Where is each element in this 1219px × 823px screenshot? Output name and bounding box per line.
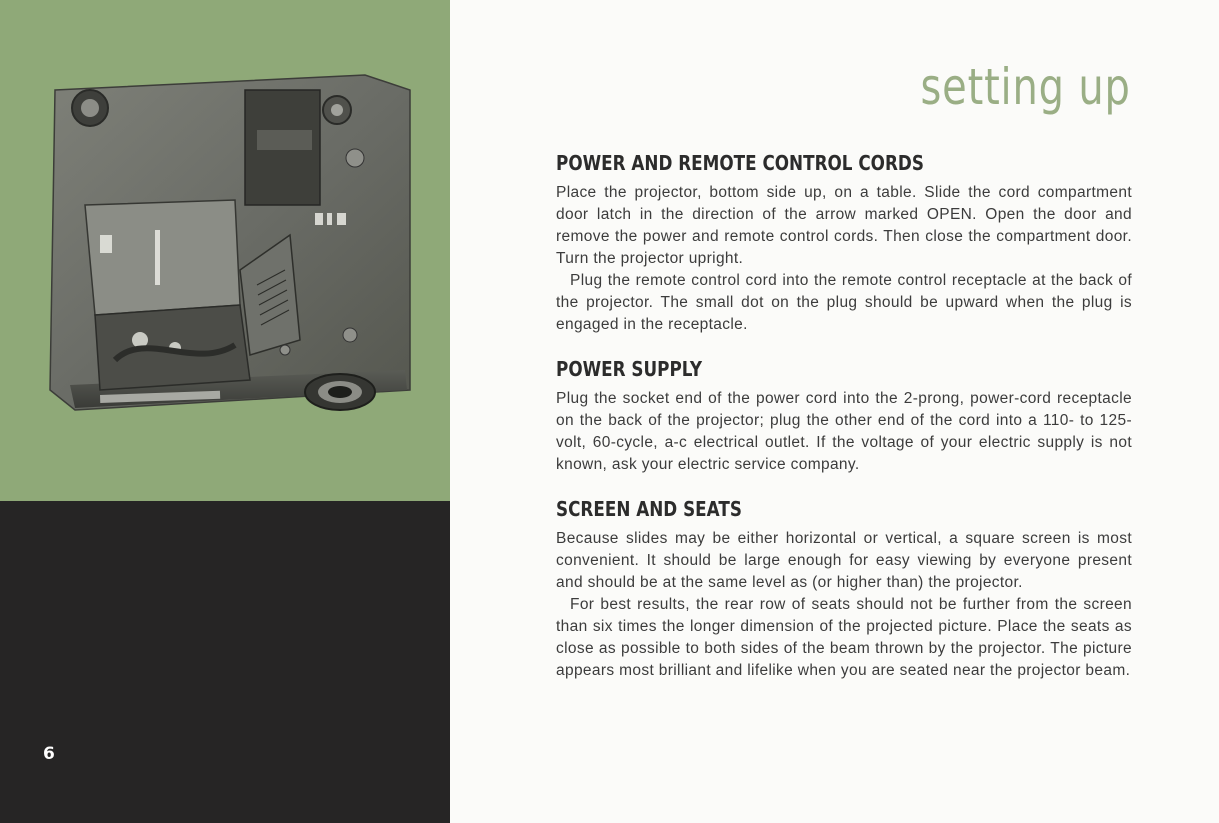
paragraph: For best results, the rear row of seats should not be further from the screen than six times the longer dimension of the projected picture. Place the seats as close as possible to both sides of the beam thrown by the projector. The picture appears most brilliant and lifelike when you are seated near the projector beam. — [556, 596, 1132, 679]
projector-bottom-photo — [45, 70, 415, 415]
paragraph: Place the projector, bottom side up, on a table. Slide the cord compartment door latch in the direction of the arrow marked OPEN. Open the door and remove the power and remote control cords. Then close the compartment door. Turn the projector upright. — [556, 184, 1132, 267]
page-title: setting up — [920, 58, 1131, 116]
paragraph: Plug the remote control cord into the remote control receptacle at the back of the projector. The small dot on the plug should be upward when the plug is engaged in the receptacle. — [556, 272, 1132, 333]
section-heading: POWER AND REMOTE CONTROL CORDS — [556, 151, 924, 175]
section-heading: SCREEN AND SEATS — [556, 497, 742, 521]
text-column — [556, 150, 1132, 702]
section-power-and-remote — [556, 150, 1132, 336]
paragraph: Because slides may be either horizontal or vertical, a square screen is most convenient. It should be large enough for easy viewing by everyone present and should be at the same level as (or higher than) the projector. — [556, 530, 1132, 591]
section-screen-and-seats — [556, 496, 1132, 682]
black-background — [0, 501, 450, 823]
page-number: 6 — [43, 744, 55, 764]
paragraph: Plug the socket end of the power cord into the 2-prong, power-cord receptacle on the back of the projector; plug the other end of the cord into a 110- to 125-volt, 60-cycle, a-c electrical outlet. If the voltage of your electric supply is not known, ask your electric service company. — [556, 390, 1132, 473]
left-panel — [0, 0, 450, 823]
section-power-supply — [556, 356, 1132, 476]
section-heading: POWER SUPPLY — [556, 357, 703, 381]
